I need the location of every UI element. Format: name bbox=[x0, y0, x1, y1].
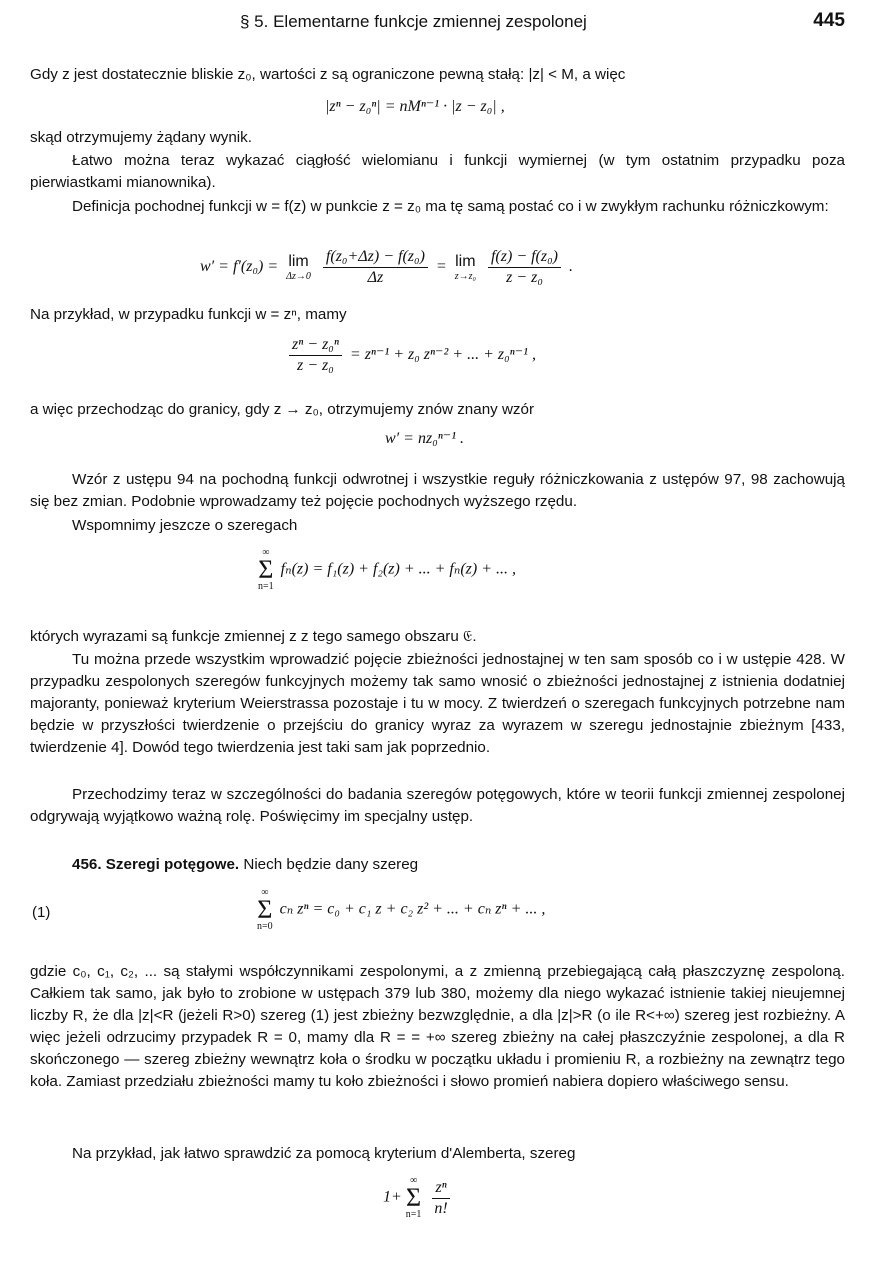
paragraph-7: Wzór z ustępu 94 na pochodną funkcji odwrotnej i wszystkie reguły różniczkowania z ustępów 97, 98 zachowują się bez zmian. Podobnie wprowadzamy też pojęcie pochodnych wyższego rzędu. bbox=[30, 471, 845, 510]
eq2-lim1-sub: Δz→0 bbox=[286, 271, 311, 282]
eq2-num1: f(z₀+Δz) − f(z₀) bbox=[323, 248, 428, 268]
equation-5 bbox=[258, 548, 516, 592]
section-heading bbox=[30, 854, 845, 876]
eq2-fraction-1 bbox=[323, 248, 428, 287]
eq2-lim2-sub: z→z₀ bbox=[454, 271, 476, 282]
eq6-sum-bottom: n=0 bbox=[257, 921, 273, 932]
eq3-den: z − z₀ bbox=[297, 357, 334, 374]
equation-7 bbox=[383, 1176, 454, 1220]
eq2-end: . bbox=[569, 258, 573, 276]
eq7-lead: 1+ bbox=[383, 1188, 402, 1206]
running-header bbox=[30, 12, 845, 38]
eq5-sum-bottom: n=1 bbox=[258, 581, 274, 592]
paragraph-12: gdzie c₀, c₁, c₂, ... są stałymi współczynnikami zespolonymi, a z zmienną przebiegającą całą płaszczyznę zespoloną. Całkiem tak samo, jak było to zrobione w ustępach 379 lub 380, możemy dla niego wykazać istnienie takiej nieujemnej liczby R, że dla |z|<R (jeżeli R>0) szereg (1) jest zbieżny bezwzględnie, a dla |z|>R (o ile R<+∞) szereg jest rozbieżny. A więc jeżeli odrzucimy przypadek R = 0, mamy dla R = = +∞ szereg zbieżny na całej płaszczyźnie zespolonej, a dla R skończonego — szereg zbieżny wewnątrz koła o środku w początku układu i promieniu R, a rozbieżny na zewnątrz tego koła. Zamiast przedziału zbieżności mamy tu koło zbieżności i słowo promień nabiera dopiero właściwego sensu. bbox=[30, 963, 845, 1090]
paragraph-10: Tu można przede wszystkim wprowadzić pojęcie zbieżności jednostajnej w ten sam sposób co i w ustępie 428. W przypadku zespolonych szeregów funkcyjnych możemy tak samo wnosić o zbieżności jednostajnej z istnienia dodatniej majoranty, ponieważ kryterium Weierstrassa pozostaje i tu w mocy. Z twierdzeń o szeregach funkcyjnych potrzebne nam będzie w przyszłości twierdzenie o przejściu do granicy wyraz za wyrazem w szeregu jednostajnie zbieżnym [433, twierdzenie 4]. Dowód tego twierdzenia jest taki sam jak poprzednio. bbox=[30, 651, 845, 756]
eq7-num: zⁿ bbox=[432, 1179, 449, 1199]
eq3-num: zⁿ − z₀ⁿ bbox=[289, 336, 342, 356]
paragraph-8: Wspomnimy jeszcze o szeregach bbox=[72, 517, 298, 534]
page-number: 445 bbox=[813, 10, 845, 31]
eq7-sum bbox=[406, 1176, 422, 1220]
paragraph-11: Przechodzimy teraz w szczególności do badania szeregów potęgowych, które w teorii funkcji zmiennej zespolonej odgrywają wyjątkowo ważną rolę. Poświęcimy im specjalny ustęp. bbox=[30, 786, 845, 825]
equation-1: |zⁿ − z₀ⁿ| = nMⁿ⁻¹ · |z − z₀| , bbox=[325, 98, 505, 115]
paragraph-13: Na przykład, jak łatwo sprawdzić za pomocą kryterium d'Alemberta, szereg bbox=[72, 1145, 576, 1162]
eq6-body: cₙ zⁿ = c₀ + c₁ z + c₂ z² + ... + cₙ zⁿ + ... , bbox=[279, 900, 546, 918]
equation-6 bbox=[257, 888, 545, 932]
eq5-sigma: Σ bbox=[258, 555, 274, 584]
paragraph-9: których wyrazami są funkcje zmiennej z z tego samego obszaru 𝔈. bbox=[30, 628, 477, 645]
equation-derivative bbox=[200, 248, 573, 287]
paragraph-6: a więc przechodząc do granicy, gdy z → z₀, otrzymujemy znów znany wzór bbox=[30, 401, 535, 418]
paragraph-1: Gdy z jest dostatecznie bliskie z₀, wartości z są ograniczone pewną stałą: |z| < M, a więc bbox=[30, 66, 626, 83]
header-title: § 5. Elementarne funkcje zmiennej zespolonej bbox=[240, 12, 587, 31]
eq2-equals: = bbox=[435, 258, 447, 276]
equation-number: (1) bbox=[32, 904, 51, 921]
eq6-sum-top: ∞ bbox=[261, 887, 269, 898]
eq3-rhs: = zⁿ⁻¹ + z₀ zⁿ⁻² + ... + z₀ⁿ⁻¹ , bbox=[349, 346, 536, 364]
eq2-num2: f(z) − f(z₀) bbox=[488, 248, 561, 268]
eq7-sigma: Σ bbox=[406, 1183, 422, 1212]
paragraph-5: Na przykład, w przypadku funkcji w = zⁿ, mamy bbox=[30, 306, 347, 323]
eq6-sum bbox=[257, 888, 273, 932]
eq2-lim1-text: lim bbox=[288, 253, 309, 270]
eq2-lhs: w′ = f′(z₀) = bbox=[200, 258, 279, 276]
equation-4: w′ = nz₀ⁿ⁻¹ . bbox=[385, 430, 465, 447]
eq2-limit-2 bbox=[455, 253, 476, 282]
eq2-limit-1 bbox=[286, 253, 311, 282]
eq5-sum bbox=[258, 548, 274, 592]
eq5-sum-top: ∞ bbox=[262, 547, 270, 558]
paragraph-3: Łatwo można teraz wykazać ciągłość wielomianu i funkcji wymiernej (w tym ostatnim przypadku poza pierwiastkami mianownika). bbox=[30, 152, 845, 191]
eq3-fraction bbox=[289, 336, 342, 375]
eq6-sigma: Σ bbox=[257, 895, 273, 924]
eq2-lim2-text: lim bbox=[455, 253, 476, 270]
paragraph-2: skąd otrzymujemy żądany wynik. bbox=[30, 129, 252, 146]
eq2-fraction-2 bbox=[488, 248, 561, 287]
equation-3 bbox=[285, 336, 536, 375]
eq7-den: n! bbox=[434, 1199, 448, 1217]
section-text: Niech będzie dany szereg bbox=[239, 856, 419, 873]
eq7-sum-bottom: n=1 bbox=[405, 1209, 422, 1220]
paragraph-4: Definicja pochodnej funkcji w = f(z) w punkcie z = z₀ ma tę samą postać co i w zwykłym rachunku różniczkowym: bbox=[72, 198, 829, 215]
section-title: 456. Szeregi potęgowe. bbox=[72, 856, 240, 873]
eq2-den1: Δz bbox=[367, 269, 384, 286]
eq5-body: fₙ(z) = f₁(z) + f₂(z) + ... + fₙ(z) + ... , bbox=[280, 560, 517, 578]
eq7-fraction bbox=[432, 1179, 449, 1218]
eq2-den2: z − z₀ bbox=[506, 269, 543, 286]
eq7-sum-top: ∞ bbox=[410, 1175, 418, 1186]
